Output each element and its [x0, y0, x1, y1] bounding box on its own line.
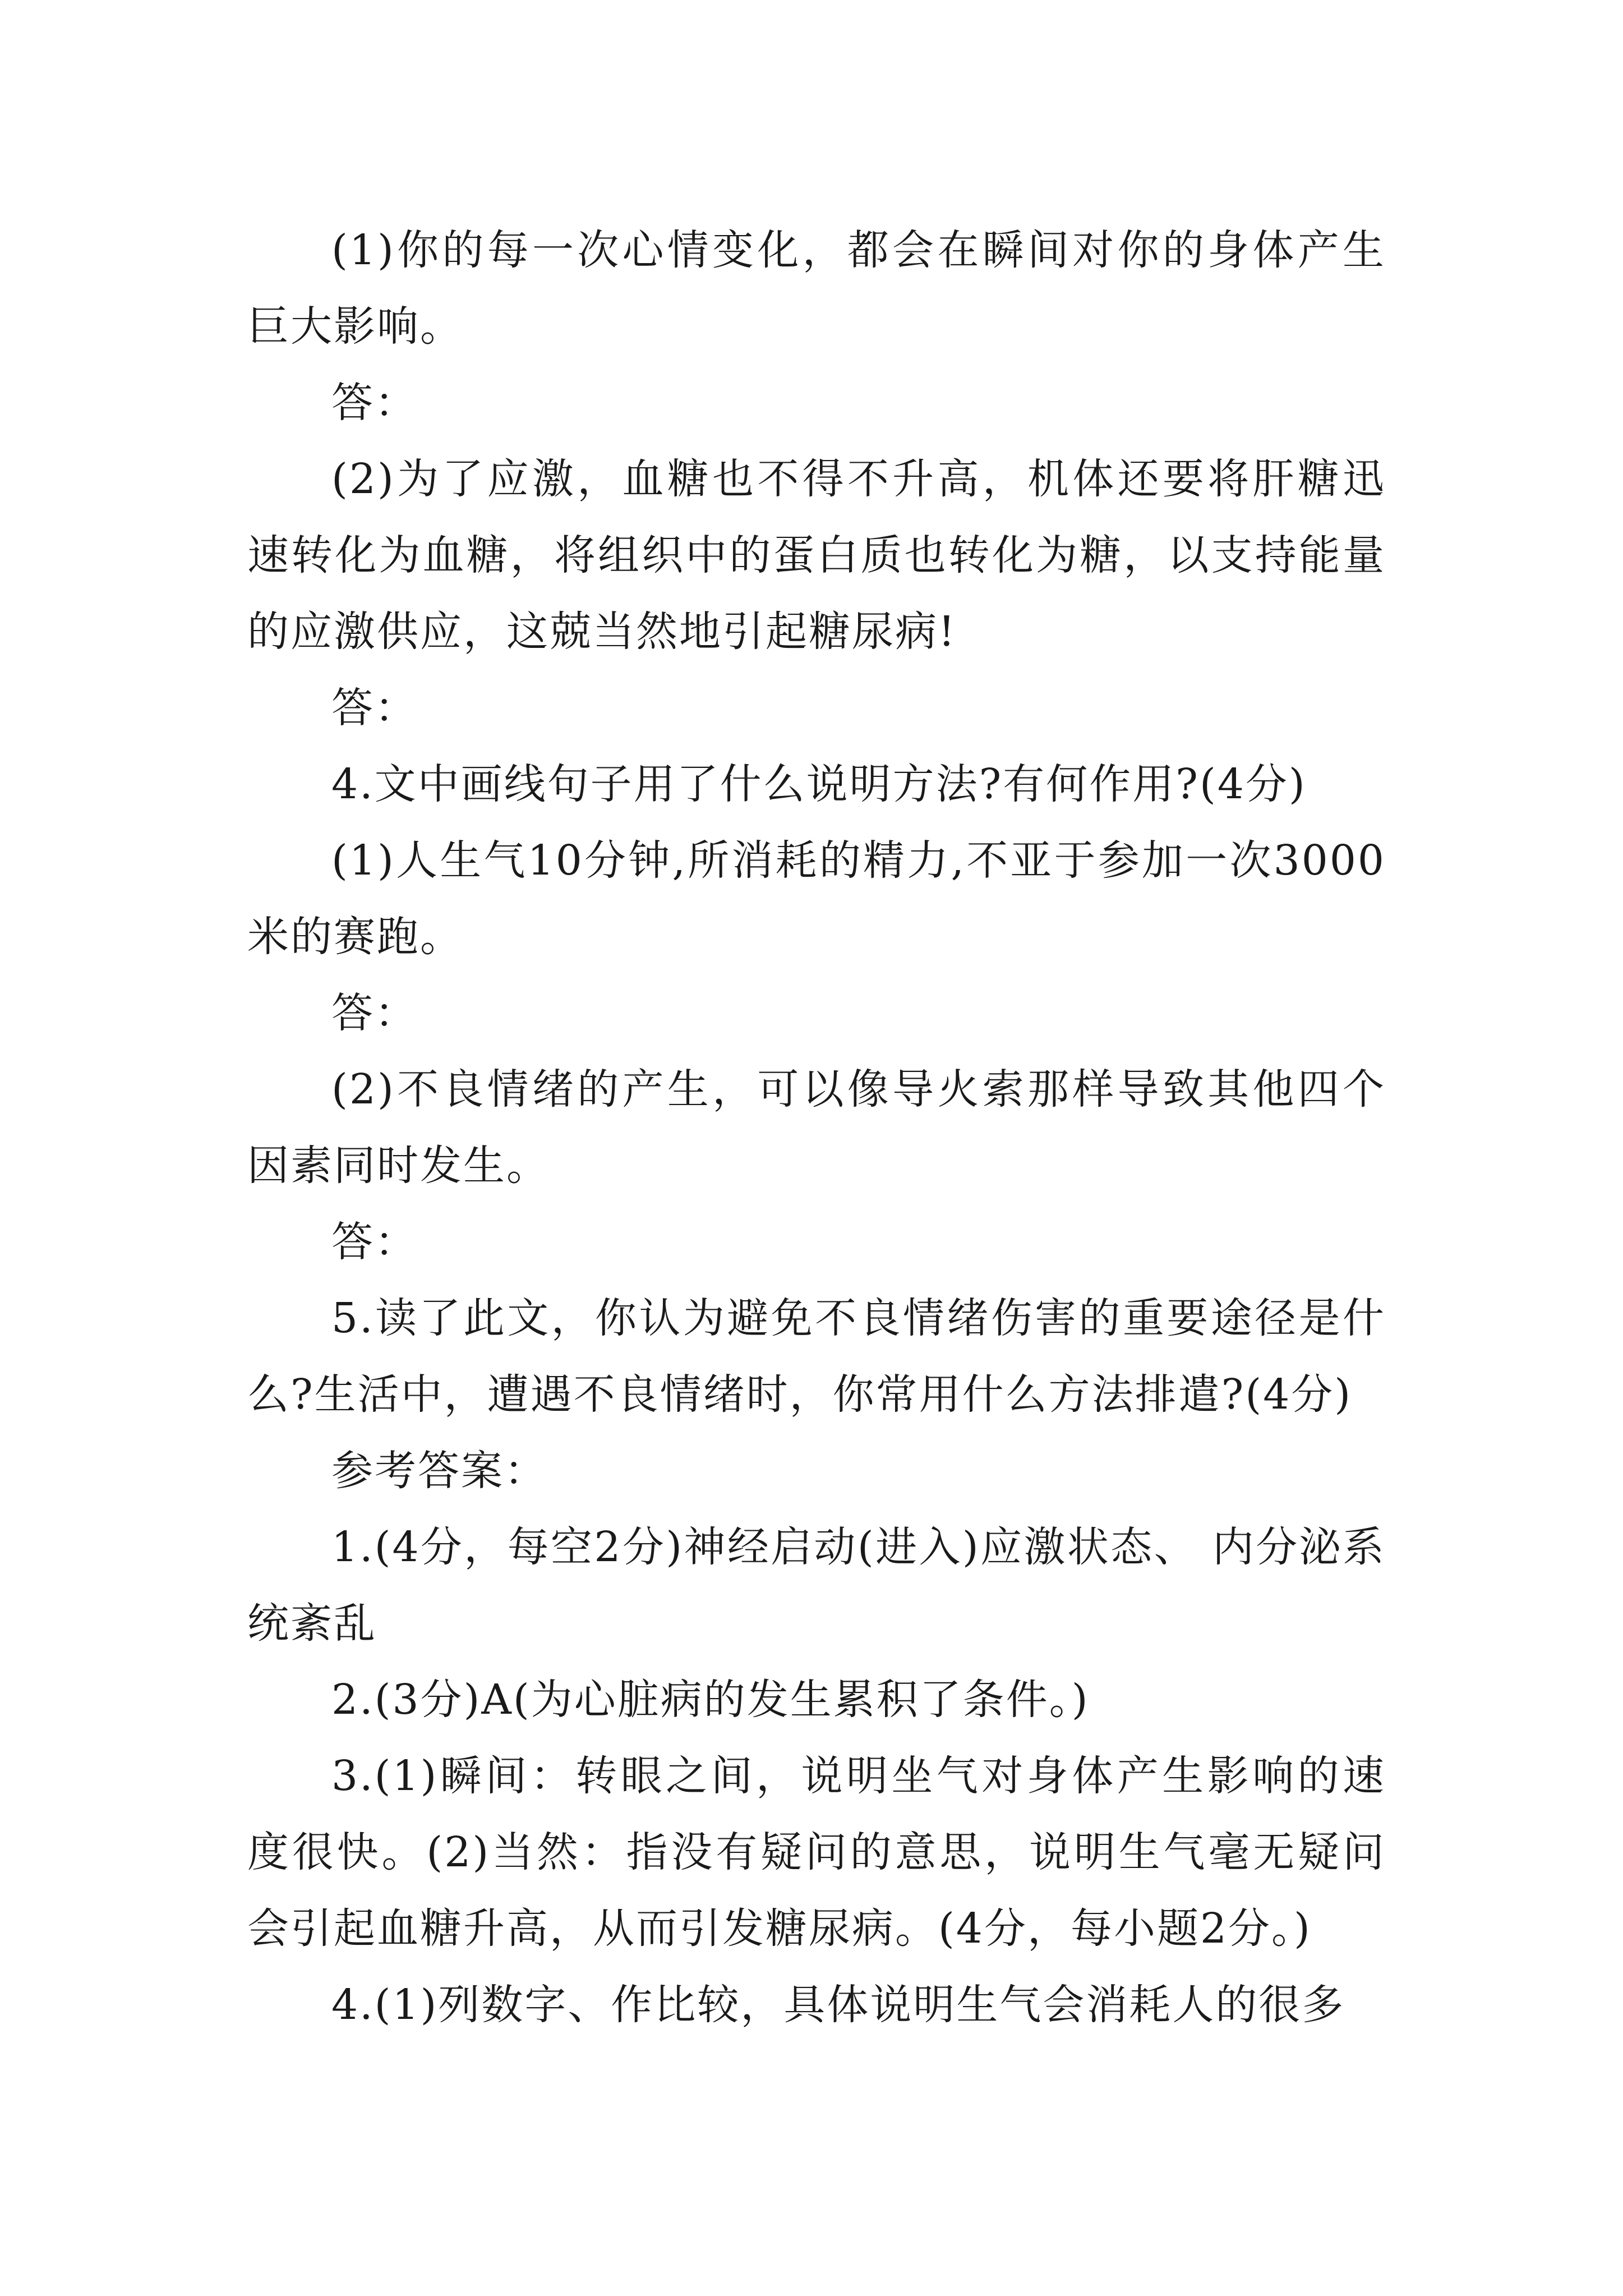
answer-blank-2: 答：: [331, 684, 418, 732]
answer-3: 3.(1)瞬间：转眼之间，说明坐气对身体产生影响的速度很快。(2)当然：指没有疑问的意思，说明生气毫无疑问会引起血糖升高，从而引发糖尿病。(4分，每小题2分。): [247, 1752, 1386, 1953]
answer-blank-4: 答：: [331, 1218, 418, 1266]
question-4-sentence-2: (2)不良情绪的产生，可以像导火索那样导致其他四个因素同时发生。: [247, 1065, 1386, 1190]
answer-2: 2.(3分)A(为心脏病的发生累积了条件。): [331, 1676, 1090, 1724]
answer-1: 1.(4分，每空2分)神经启动(进入)应激状态、 内分泌系统紊乱: [247, 1523, 1386, 1648]
question-5: 5.读了此文，你认为避免不良情绪伤害的重要途径是什么?生活中，遭遇不良情绪时，你常用什么方法排遣?(4分): [247, 1294, 1386, 1419]
question-3-sentence-2: (2)为了应激，血糖也不得不升高，机体还要将肝糖迅速转化为血糖，将组织中的蛋白质也转化为糖，以支持能量的应激供应，这兢当然地引起糖尿病!: [247, 455, 1386, 656]
question-4-sentence-1: (1)人生气10分钟,所消耗的精力,不亚于参加一次3000米的赛跑。: [247, 836, 1386, 961]
answer-blank-3: 答：: [331, 989, 418, 1037]
reference-answers-heading: 参考答案：: [331, 1447, 547, 1495]
question-3-sentence-1: (1)你的每一次心情变化，都会在瞬间对你的身体产生巨大影响。: [247, 226, 1386, 351]
answer-blank-1: 答：: [331, 379, 418, 427]
question-4: 4.文中画线句子用了什么说明方法?有何作用?(4分): [331, 760, 1307, 808]
document-body: [247, 212, 1386, 2043]
answer-4: 4.(1)列数字、作比较，具体说明生气会消耗人的很多: [331, 1981, 1345, 2029]
